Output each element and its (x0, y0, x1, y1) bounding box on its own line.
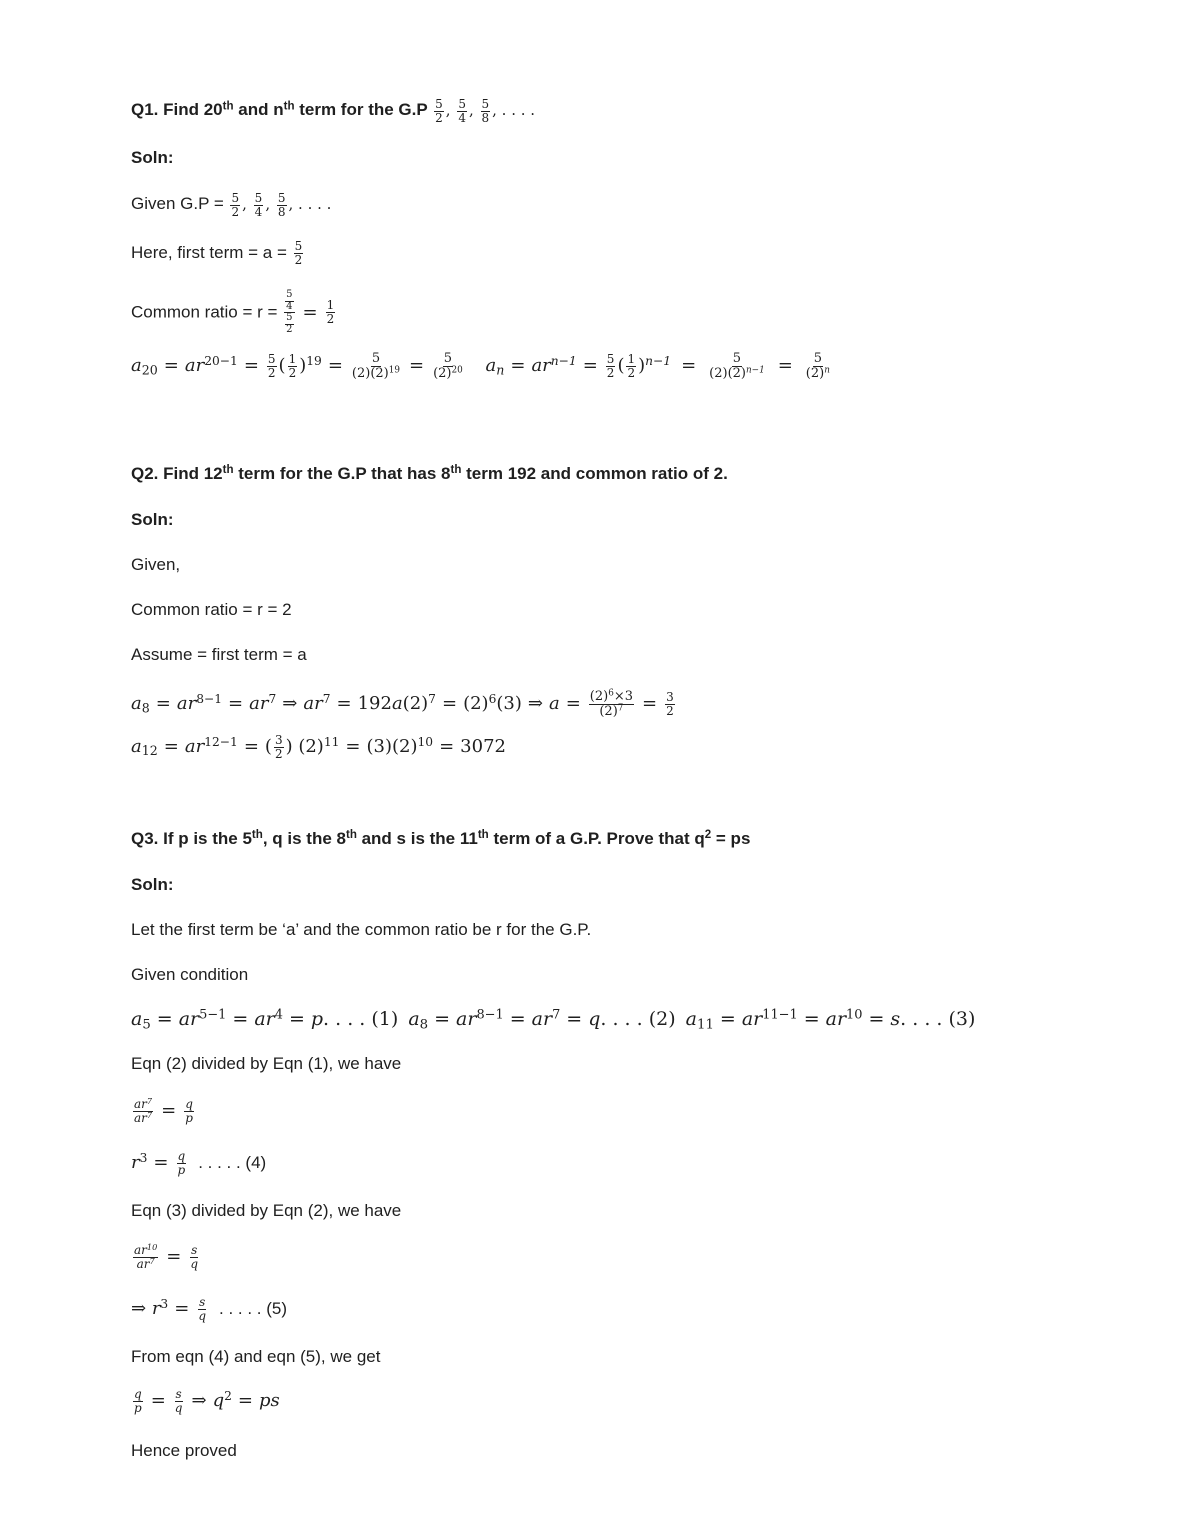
q2-eighth-term-line: $a_8 = ar^{8-1} = ar^7$ ⇒ $ar^7 = 192a(2)^7 = (2)^6(3)$ ⇒ a = $\frac{(2)^6\times 3}{(2)^7}$ = $\frac{3}{2}$ (131, 688, 674, 719)
q3-ratio-eq-2: $\frac{ar^{10}}{ar^7}$ = $\frac{s}{q}$ (134, 1241, 199, 1271)
q2-given: Given, (131, 555, 181, 574)
q1-sequence: $\frac{5}{2}$ , $\frac{5}{4}$ , $\frac{5}{8}$ , . . . . (435, 97, 536, 125)
q3-conditions-line: $a_5 = ar^{5-1} = ar^4 = p$. . . . (1) $a_8 = ar^{8-1} = ar^7 = q$. . . . (2) $a_{11} = ar^{11-1} = ar^{10} = s$. . . . (3) (131, 1007, 976, 1033)
q2-soln-label: Soln: (131, 510, 174, 529)
q3-eq5: ⇒ $r^3$ = $\frac{s}{q}$ . . . . . (5) (131, 1295, 288, 1323)
q3-eq4: $r^3$ = $\frac{q}{p}$ . . . . . (4) (131, 1149, 267, 1177)
q2-heading: Q2. Find 12th term for the G.P that has 8th term 192 and common ratio of 2. (131, 464, 728, 483)
q1-soln-label: Soln: (131, 148, 174, 167)
q1-first-term: Here, first term = a = $\frac{5}{2}$ (131, 239, 303, 267)
q2-result: 3072 (460, 736, 506, 758)
q2-twelfth-term-line: $a_{12} = ar^{12-1}$ = ( $\frac{3}{2}$ ) $(2)^{11} = (3)(2)^{10} = 3072$ (131, 733, 506, 761)
q1-formula-line: $a_{20} = ar^{20-1}$ = $\frac{5}{2}$ ( $\frac{1}{2}$ )$^{19}$ = $\frac{5}{(2)(2)^{19}}$ = $\frac{5}{(2)^{20}}$ $a_n = ar^{n-1}$ = $\frac{5}{2}$ ( $\frac{1}{2}$ )$^{n-1}$ = $\frac{5}{(2)(2)^{n-1}}$ = $\frac{5}{(2)^n}$ (131, 351, 830, 381)
q2-assume: Assume = first term = a (131, 645, 307, 664)
q3-div1: Eqn (2) divided by Eqn (1), we have (131, 1054, 402, 1073)
q3-heading: Q3. If p is the 5th, q is the 8th and s is the 11th term of a G.P. Prove that $q^2$ = ps (131, 829, 751, 848)
q3-let: Let the first term be ‘a’ and the common ratio be r for the G.P. (131, 920, 592, 939)
q3-final-eq: $\frac{q}{p}$ = $\frac{s}{q}$ ⇒ $q^2$ = ps (134, 1387, 280, 1415)
q2-ratio: Common ratio = r = 2 (131, 600, 292, 619)
q1-given: Given G.P = $\frac{5}{2}$ , $\frac{5}{4}$ , $\frac{5}{8}$ , . . . . (131, 191, 332, 219)
q3-proved: Hence proved (131, 1441, 237, 1460)
q3-div2: Eqn (3) divided by Eqn (2), we have (131, 1201, 402, 1220)
q3-soln-label: Soln: (131, 875, 174, 894)
q3-ratio-eq-1: $\frac{ar^7}{ar^7}$ = $\frac{q}{p}$ (134, 1095, 193, 1125)
q1-common-ratio: Common ratio = r = $\frac{\frac{5}{4}}{\frac{5}{2}}$ = $\frac{1}{2}$ (131, 289, 335, 335)
q1-heading: Q1. Find 20th and $n^{th}$ term for the G.P $\frac{5}{2}$ , $\frac{5}{4}$ , $\frac{5}{8}$ , . . . . (131, 97, 536, 125)
q3-given: Given condition (131, 965, 249, 984)
q3-from: From eqn (4) and eqn (5), we get (131, 1347, 381, 1366)
